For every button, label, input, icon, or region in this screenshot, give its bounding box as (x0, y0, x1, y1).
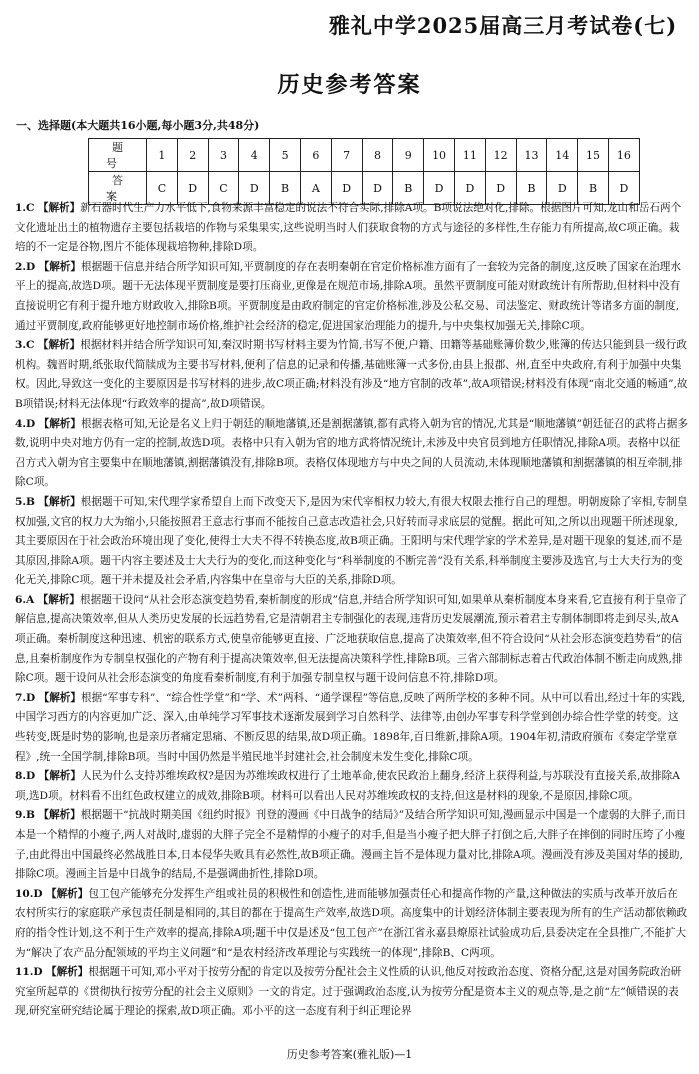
question-number-cell: 2 (177, 139, 208, 172)
question-number-cell: 15 (578, 139, 609, 172)
answer-cell: D (331, 172, 362, 205)
exam-header-title: 雅礼中学2025届高三月考试卷(七) (328, 13, 678, 38)
answer-cell: D (485, 172, 516, 205)
explanation-text: 根据题干可知,宋代理学家希望自上而下改变天下,是因为宋代宰相权力较大,有很大权限去推行自己的理想。明朝废除了宰相,专制皇权加强,文官的权力大为缩小,只能按照君王意志行事而不能按自己意志改造社会,只好转而寻求底层的觉醒。据此可知,之所以出现题干所述现象,其主要原因在于社会政治环境出现了变化,使得士大夫不得不转换态度,故B项正确。王阳明与宋代理学家的学术差异,是对题干现象的复述,而不是其原因,排除A项。题干内容主要述及士大夫行为的变化,而这种变化与“科举制度的不断完善”没有关系,科举制度主要涉及选官,与士大夫行为的变化无关,排除C项。题干并未提及社会矛盾,内容集中在皇帝与大臣的关系,排除D项。 (15, 495, 688, 587)
answer-cell: D (239, 172, 270, 205)
answer-cell: D (547, 172, 578, 205)
question-number-cell: 16 (608, 139, 639, 172)
question-number-row-label: 题号 (89, 139, 147, 172)
explanation-number: 2.D (15, 260, 36, 273)
explanation-text: 根据题干信息并结合所学知识可知,平贾制度的存在表明秦朝在官定价格标准方面有了一套较为完备的制度,这反映了国家在治理水平上的提高,故选D项。题干无法体现平贾制度是要打压商业,更像是在规范市场,排除A项。虽然平贾制度可能对财政统计有所帮助,但材料中没有直接说明它有利于提升地方财政收入,排除B项。平贾制度是由政府制定的官定价格标准,涉及公私交易、司法鉴定、财政统计等诸多方面的制度,通过平贾制度,政府能够更好地控制市场价格,维护社会经济的稳定,促进国家治理能力的提升,与中央集权加强无关,排除C项。 (15, 260, 681, 332)
analysis-tag: 【解析】 (37, 339, 81, 352)
analysis-tag: 【解析】 (38, 495, 81, 508)
explanation-item-10 (15, 885, 688, 963)
explanation-number: 1.C (15, 202, 35, 214)
question-number-cell: 1 (147, 139, 178, 172)
answer-cell: D (362, 172, 393, 205)
explanation-number: 9.B (15, 809, 36, 822)
answer-cell: D (177, 172, 208, 205)
answer-cell: B (578, 172, 609, 205)
answer-cell: B (393, 172, 424, 205)
analysis-tag: 【解析】 (46, 966, 89, 979)
explanation-text: 根据题干“抗战时期美国《纽约时报》刊登的漫画《中日战争的结局》”及结合所学知识可知,漫画显示中国是一个虚弱的大胖子,而日本是一个精悍的小瘦子,两人对战时,虚弱的大胖子完全不是精悍的小瘦子的对手,但是当小瘦子把大胖子打倒之后,大胖子在摔倒的同时压垮了小瘦子,由此得出中国最终必然战胜日本,日本侵华失败具有必然性,故B项正确。漫画主旨不是体现力量对比,排除A项。漫画没有涉及美国对华的援助,排除C项。漫画主旨是中日战争的结局,不是强调曲折性,排除D项。 (15, 809, 687, 881)
explanation-item-9 (15, 806, 688, 884)
question-number-cell: 6 (300, 139, 331, 172)
question-number-cell: 12 (485, 139, 516, 172)
question-number-cell: 13 (516, 139, 547, 172)
explanation-item-3 (15, 336, 688, 414)
analysis-tag: 【解析】 (38, 770, 81, 783)
answer-table (88, 138, 640, 205)
explanation-number: 10.D (15, 887, 43, 900)
answer-cell: D (608, 172, 639, 205)
explanation-number: 5.B (15, 495, 36, 508)
explanation-text: 根据“军事专科”、“综合性学堂”和“学、术”两科、“通学课程”等信息,反映了两所学校的多种不同。从中可以看出,经过十年的实践,中国学习西方的内容更加广泛、深入,由单纯学习军事技术逐渐发展到学习自然科学、法律等,由创办军事专科学堂到创办综合性学堂的转变。这些转变,既是时势的影响,也是亲历者痛定思痛、不断反思的结果,故D项正确。1898年,百日维新,排除A项。1904年初,清政府颁布《奏定学堂章程》,统一全国学制,排除B项。当时中国仍然是半殖民地半封建社会,社会制度未发生变化,排除C项。 (15, 691, 686, 763)
analysis-tag: 【解析】 (38, 691, 81, 704)
explanations (15, 199, 688, 1022)
analysis-tag: 【解析】 (38, 260, 81, 273)
answer-cell: C (147, 172, 178, 205)
question-number-row (89, 139, 640, 172)
explanation-text: 根据题干设问“从社会形态演变趋势看,秦析制度的形成”信息,并结合所学知识可知,如果单从秦析制度本身来看,它直接有利于皇帝了解信息,提高决策效率,但从人类历史发展的长远趋势看,它是清朝君主专制强化的表现,违背历史发展潮流,预示着君主专制体制即将走到尽头,故A项正确。秦析制度这种迅速、机密的联系方式,使皇帝能够更直接、广泛地获取信息,提高了决策效率,但不符合设问“从社会形态演变趋势看”的信息,且秦析制度作为专制皇权强化的产物有利于提高决策效率,但无法提高决策科学性,排除B项。三省六部制标志着古代政治体制不断走向成熟,排除C项。题干设问从社会形态演变的角度看秦析制度,有利于加强专制皇权与题干设问信息不符,排除D项。 (15, 593, 687, 685)
section-heading: 一、选择题(本大题共16小题,每小题3分,共48分) (16, 119, 260, 132)
question-number-cell: 5 (270, 139, 301, 172)
analysis-tag: 【解析】 (38, 417, 81, 430)
explanation-item-5 (15, 493, 688, 591)
question-number-cell: 3 (208, 139, 239, 172)
answer-cell: C (208, 172, 239, 205)
question-number-cell: 10 (424, 139, 455, 172)
answer-cell: B (516, 172, 547, 205)
explanation-number: 6.A (15, 593, 35, 606)
explanation-item-4 (15, 415, 688, 493)
analysis-tag: 【解析】 (37, 202, 81, 214)
explanation-number: 3.C (15, 339, 35, 352)
answer-cell: D (424, 172, 455, 205)
explanation-text: 根据题干可知,邓小平对于按劳分配的肯定以及按劳分配社会主义性质的认识,他反对按政治态度、资格分配,这是对国务院政治研究室所起草的《贯彻执行按劳分配的社会主义原则》一文的肯定。过于强调政治态度,认为按劳分配是资本主义的观点等,是之前“左”倾错误的表现,研究室研究结论属于理论的探索,故D项正确。邓小平的这一态度有利于纠正理论界 (15, 966, 682, 1018)
explanation-text: 包工包产能够充分发挥生产组或社员的积极性和创造性,进而能够加强责任心和提高作物的产量,这种做法的实质与改革开放后在农村所实行的家庭联产承包责任制是相同的,其目的都在于提高生产效率,故选D项。高度集中的计划经济体制主要表现为所有的生产活动都依赖政府的指令性计划,这不利于生产效率的提高,排除A项;题干中仅是述及“包工包产”在浙江省永嘉县燎原社试验成功后,县委决定在全县推广,不能扩大为“解决了农产品分配领域的平均主义问题”和“是农村经济改革理论与实践统一的体现”,排除B、C两项。 (15, 887, 688, 959)
page-footer: 历史参考答案(雅礼版)—1 (286, 1048, 413, 1061)
explanation-number: 7.D (15, 691, 36, 704)
explanation-text: 新石器时代生产力水平低下,食物来源丰富稳定的说法不符合实际,排除A项。B项说法绝对化,排除。根据图片可知,龙山和岳石两个文化遗址出土的植物遗存主要包括栽培的作物与采集果实,这些说明当时人们获取食物的方式与途径的多样性,生存能力有所提高,故C项正确。栽培的不一定是谷物,图片不能体现栽培物种,排除D项。 (15, 202, 682, 254)
explanation-number: 4.D (15, 417, 36, 430)
explanation-item-2 (15, 258, 688, 336)
explanation-text: 人民为什么支持苏维埃政权?是因为苏维埃政权进行了土地革命,使农民政治上翻身,经济上获得利益,与苏联没有直接关系,故排除A项,选D项。材料看不出红色政权建立的成效,排除B项。材料可以看出人民对苏维埃政权的支持,但这是材料的现象,不是原因,排除C项。 (15, 770, 680, 802)
explanation-number: 11.D (15, 966, 43, 979)
analysis-tag: 【解析】 (46, 887, 89, 900)
question-number-cell: 14 (547, 139, 578, 172)
explanation-text: 根据材料并结合所学知识可知,秦汉时期书写材料主要为竹简,书写不便,户籍、田籍等基础账簿价数少,账簿的传达只能到县一级行政机构。魏晋时期,纸张取代简牍成为主要书写材料,便利了信息的记录和传播,基础账簿一式多份,由县上报郡、州,直至中央政府,有利于加强中央集权。因此,导致这一变化的主要原因是书写材料的进步,故C项正确;材料没有涉及“地方官制的改革”,故A项错误;材料没有体现“南北交通的畅通”,故B项错误;材料无法体现“行政效率的提高”,故D项错误。 (15, 339, 688, 410)
explanation-item-6 (15, 591, 688, 689)
answer-cell: D (454, 172, 485, 205)
explanation-item-1 (15, 199, 688, 258)
explanation-number: 8.D (15, 770, 36, 783)
answer-row-label: 答案 (89, 172, 147, 205)
question-number-cell: 8 (362, 139, 393, 172)
question-number-cell: 7 (331, 139, 362, 172)
explanation-item-11 (15, 963, 688, 1022)
analysis-tag: 【解析】 (38, 809, 81, 822)
analysis-tag: 【解析】 (37, 593, 81, 606)
document-title: 历史参考答案 (277, 72, 422, 98)
question-number-cell: 9 (393, 139, 424, 172)
explanation-item-8 (15, 767, 688, 806)
question-number-cell: 11 (454, 139, 485, 172)
answer-cell: A (300, 172, 331, 205)
question-number-cell: 4 (239, 139, 270, 172)
explanation-item-7 (15, 689, 688, 767)
explanation-text: 根据表格可知,无论是名义上归于朝廷的顺地藩镇,还是割据藩镇,都有武将入朝为官的情况,尤其是“顺地藩镇”朝廷征召的武将占据多数,说明中央对地方仍有一定的控制,故选D项。表格中只有入朝为官的地方武将情况统计,未涉及中央官员到地方任职情况,排除A项。表格中以征召方式入朝为官主要集中在顺地藩镇,割据藩镇没有,排除B项。表格仅体现地方与中央之间的人员流动,未体现顺地藩镇和割据藩镇的相互牵制,排除C项。 (15, 417, 688, 489)
answer-cell: B (270, 172, 301, 205)
